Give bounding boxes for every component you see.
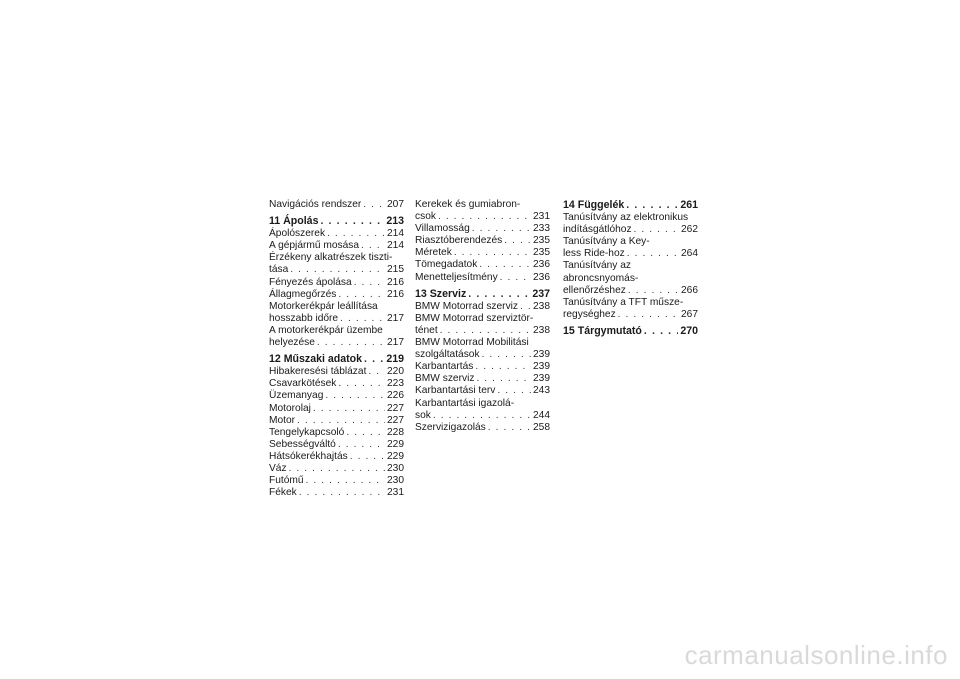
toc-page-number: 236: [533, 271, 550, 283]
toc-entry-text: Állagmegőrzés: [269, 288, 337, 300]
toc-entry-text: 14 Függelék: [563, 199, 625, 211]
toc-entry-text: ténet: [415, 324, 438, 336]
toc-page-number: 262: [681, 224, 698, 236]
toc-entry-text: Tengelykapcsoló: [269, 426, 345, 438]
toc-entry[interactable]: [415, 385, 550, 397]
toc-column-2: [415, 199, 550, 434]
toc-entry-text: less Ride-hoz: [563, 248, 625, 260]
dot-leader: [628, 285, 679, 297]
dot-leader: [626, 199, 678, 211]
toc-chapter-heading[interactable]: [415, 288, 550, 300]
toc-page-number: 261: [680, 199, 698, 211]
toc-entry-text: Tanúsítvány a TFT műsze-: [563, 296, 684, 308]
toc-entry[interactable]: [269, 252, 404, 276]
dot-leader: [361, 240, 385, 252]
toc-entry-text: Váz: [269, 462, 287, 474]
toc-page-number: 228: [387, 426, 404, 438]
toc-page-number: 207: [387, 199, 404, 210]
toc-column-1: [269, 199, 404, 499]
toc-page-number: 215: [387, 264, 404, 276]
dot-leader: [497, 385, 531, 397]
toc-entry[interactable]: [269, 199, 404, 211]
toc-entry-text: A motorkerékpár üzembe: [269, 324, 383, 336]
dot-leader: [440, 325, 531, 337]
toc-page-number: 214: [387, 240, 404, 252]
dot-leader: [520, 301, 531, 313]
toc-page-number: 229: [387, 438, 404, 450]
dot-leader: [350, 451, 385, 463]
toc-entry-text: indításgátlóhoz: [563, 224, 632, 236]
dot-leader: [482, 349, 531, 361]
toc-page-number: 217: [387, 312, 404, 324]
toc-entry-text: Üzemanyag: [269, 390, 324, 402]
toc-entry[interactable]: [269, 325, 404, 349]
toc-page-number: 213: [386, 215, 404, 228]
toc-entry[interactable]: [415, 313, 550, 337]
toc-entry[interactable]: [415, 361, 550, 373]
toc-entry[interactable]: [269, 403, 404, 415]
dot-leader: [320, 215, 384, 227]
toc-entry[interactable]: [269, 228, 404, 240]
toc-chapter-heading[interactable]: [563, 325, 698, 337]
dot-leader: [289, 463, 385, 475]
toc-page-number: 223: [387, 378, 404, 390]
toc-entry[interactable]: [269, 451, 404, 463]
toc-entry[interactable]: [269, 439, 404, 451]
toc-entry[interactable]: [415, 301, 550, 313]
dot-leader: [504, 235, 531, 247]
toc-column-3: [563, 199, 698, 338]
toc-entry-text: BMW Motorrad szerviztör-: [415, 312, 534, 324]
toc-chapter-heading[interactable]: [563, 199, 698, 211]
toc-entry-text: Csavarkötések: [269, 378, 337, 390]
dot-leader: [644, 325, 678, 337]
dot-leader: [306, 475, 385, 487]
toc-entry[interactable]: [415, 259, 550, 271]
toc-page-number: 258: [533, 421, 550, 433]
toc-entry[interactable]: [415, 398, 550, 422]
toc-entry[interactable]: [269, 427, 404, 439]
toc-entry[interactable]: [563, 236, 698, 260]
toc-entry-text: A gépjármű mosása: [269, 240, 360, 252]
dot-leader: [317, 337, 385, 349]
toc-page-number: 243: [533, 385, 550, 397]
dot-leader: [364, 353, 384, 365]
toc-entry-text: Menetteljesítmény: [415, 271, 498, 283]
toc-page-number: 238: [533, 324, 550, 336]
toc-entry-text: abroncsnyomás-: [563, 272, 639, 284]
dot-leader: [290, 264, 385, 276]
dot-leader: [476, 373, 531, 385]
toc-entry-text: Tömegadatok: [415, 259, 478, 271]
toc-entry-text: Érzékeny alkatrészek tiszti-: [269, 252, 393, 264]
toc-entry-text: Tanúsítvány a Key-: [563, 236, 650, 248]
toc-page-number: 239: [533, 349, 550, 361]
toc-page-number: 230: [387, 462, 404, 474]
toc-page-number: 231: [533, 211, 550, 223]
dot-leader: [363, 199, 385, 211]
toc-page-number: 216: [387, 276, 404, 288]
toc-page-number: 244: [533, 409, 550, 421]
toc-entry-text: 11 Ápolás: [269, 215, 319, 228]
toc-entry-text: 15 Tárgymutató: [563, 324, 642, 337]
toc-entry-text: Riasztóberendezés: [415, 235, 503, 247]
toc-entry[interactable]: [563, 297, 698, 321]
dot-leader: [340, 313, 385, 325]
dot-leader: [325, 390, 385, 402]
dot-leader: [433, 410, 531, 422]
dot-leader: [327, 228, 385, 240]
toc-page-number: 233: [533, 223, 550, 235]
toc-page-number: 227: [387, 402, 404, 414]
toc-page-number: 239: [533, 373, 550, 385]
toc-entry-text: Karbantartás: [415, 361, 474, 373]
toc-entry[interactable]: [415, 235, 550, 247]
toc-entry-text: Motor: [269, 414, 296, 426]
toc-entry-text: Karbantartási terv: [415, 385, 496, 397]
toc-entry-text: Motorolaj: [269, 402, 311, 414]
toc-page-number: 220: [387, 366, 404, 378]
toc-entry-text: Hibakeresési táblázat: [269, 366, 367, 378]
toc-entry[interactable]: [415, 272, 550, 284]
dot-leader: [338, 289, 385, 301]
toc-entry[interactable]: [269, 240, 404, 252]
toc-entry-text: BMW szerviz: [415, 373, 475, 385]
toc-entry[interactable]: [269, 475, 404, 487]
toc-entry-text: BMW Motorrad szerviz: [415, 300, 519, 312]
dot-leader: [488, 422, 531, 434]
toc-page-number: 231: [387, 487, 404, 499]
toc-entry-text: Méretek: [415, 247, 452, 259]
dot-leader: [368, 366, 385, 378]
toc-entry[interactable]: [269, 277, 404, 289]
toc-entry[interactable]: [415, 247, 550, 259]
toc-entry-text: regységhez: [563, 308, 616, 320]
toc-page-number: 237: [532, 287, 550, 300]
toc-chapter-heading[interactable]: [269, 353, 404, 365]
toc-entry-text: Futómű: [269, 475, 304, 487]
dot-leader: [346, 427, 385, 439]
toc-entry[interactable]: [269, 415, 404, 427]
toc-page-number: 235: [533, 247, 550, 259]
toc-entry-text: Motorkerékpár leállítása: [269, 300, 378, 312]
toc-entry[interactable]: [269, 378, 404, 390]
toc-page-number: 219: [386, 353, 404, 366]
toc-entry-text: BMW Motorrad Mobilitási: [415, 337, 529, 349]
toc-page-number: 235: [533, 235, 550, 247]
toc-page-number: 264: [681, 248, 698, 260]
toc-entry-text: 13 Szerviz: [415, 287, 467, 300]
dot-leader: [297, 415, 385, 427]
toc-page-number: 229: [387, 450, 404, 462]
toc-entry-text: 12 Műszaki adatok: [269, 353, 363, 366]
dot-leader: [634, 224, 679, 236]
toc-entry[interactable]: [269, 301, 404, 325]
dot-leader: [618, 309, 679, 321]
dot-leader: [313, 403, 385, 415]
toc-entry-text: helyezése: [269, 337, 315, 349]
toc-entry-text: tása: [269, 264, 289, 276]
toc-entry-text: Tanúsítvány az elektronikus: [563, 212, 689, 224]
toc-entry-text: csok: [415, 211, 436, 223]
toc-entry-text: ellenőrzéshez: [563, 284, 626, 296]
toc-page-number: 266: [681, 284, 698, 296]
dot-leader: [338, 378, 385, 390]
toc-page-number: 270: [680, 324, 698, 337]
toc-entry-text: hosszabb időre: [269, 312, 339, 324]
dot-leader: [438, 211, 531, 223]
toc-entry[interactable]: [269, 289, 404, 301]
toc-entry[interactable]: [563, 260, 698, 296]
toc-entry[interactable]: [415, 337, 550, 361]
toc-entry-text: Sebességváltó: [269, 438, 336, 450]
toc-page-number: 216: [387, 288, 404, 300]
toc-page-number: 227: [387, 414, 404, 426]
toc-page-number: 236: [533, 259, 550, 271]
dot-leader: [479, 259, 531, 271]
toc-page-number: 230: [387, 475, 404, 487]
dot-leader: [468, 288, 530, 300]
toc-entry[interactable]: [415, 223, 550, 235]
dot-leader: [627, 248, 679, 260]
dot-leader: [500, 272, 531, 284]
toc-entry-text: szolgáltatások: [415, 349, 480, 361]
toc-entry-text: sok: [415, 409, 431, 421]
toc-page-number: 267: [681, 308, 698, 320]
dot-leader: [354, 277, 385, 289]
watermark: carmanualsonline.info: [684, 640, 948, 670]
toc-entry-text: Navigációs rendszer: [269, 199, 362, 210]
toc-entry-text: Kerekek és gumiabron-: [415, 199, 521, 210]
toc-page-number: 226: [387, 390, 404, 402]
toc-entry[interactable]: [269, 390, 404, 402]
toc-page-number: 214: [387, 228, 404, 240]
dot-leader: [454, 247, 531, 259]
toc-entry[interactable]: [415, 199, 550, 223]
dot-leader: [475, 361, 531, 373]
toc-entry-text: Karbantartási igazolá-: [415, 397, 515, 409]
dot-leader: [299, 487, 385, 499]
dot-leader: [338, 439, 385, 451]
toc-entry[interactable]: [415, 422, 550, 434]
toc-entry-text: Ápolószerek: [269, 228, 326, 240]
toc-entry[interactable]: [269, 463, 404, 475]
toc-entry[interactable]: [415, 373, 550, 385]
toc-entry[interactable]: [269, 487, 404, 499]
toc-entry-text: Szervizigazolás: [415, 421, 486, 433]
toc-page-number: 217: [387, 337, 404, 349]
toc-chapter-heading[interactable]: [269, 215, 404, 227]
toc-entry-text: Villamosság: [415, 223, 470, 235]
dot-leader: [472, 223, 531, 235]
toc-entry-text: Tanúsítvány az: [563, 260, 631, 272]
toc-entry-text: Fényezés ápolása: [269, 276, 352, 288]
toc-entry-text: Hátsókerékhajtás: [269, 450, 348, 462]
toc-entry[interactable]: [563, 212, 698, 236]
toc-entry-text: Fékek: [269, 487, 297, 499]
toc-page-number: 238: [533, 300, 550, 312]
toc-page-number: 239: [533, 361, 550, 373]
toc-entry[interactable]: [269, 366, 404, 378]
